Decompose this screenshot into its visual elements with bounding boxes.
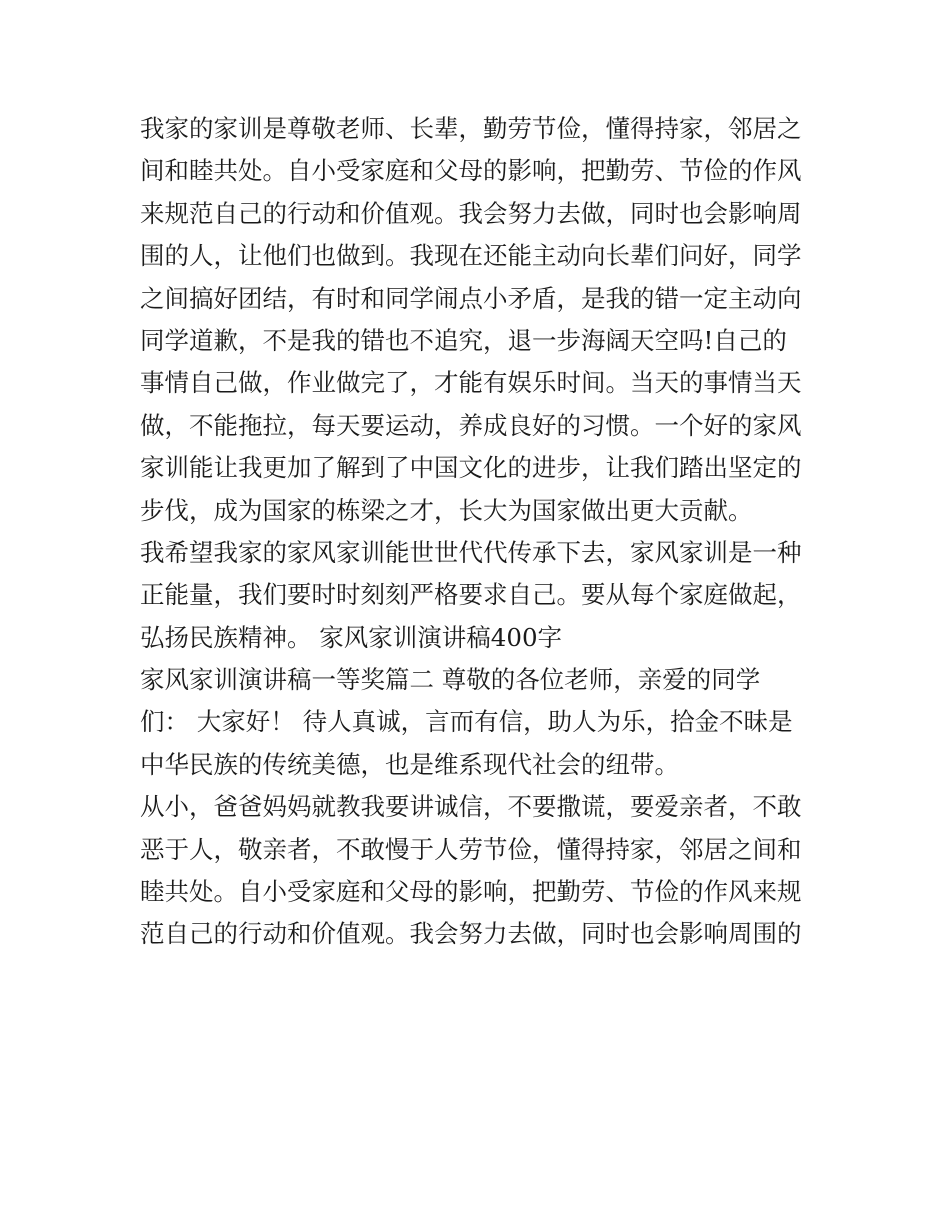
text-line: 弘扬民族精神。 家风家训演讲稿400字 <box>140 622 563 652</box>
text-line: 事情自己做，作业做完了，才能有娱乐时间。当天的事情当天 <box>140 368 802 398</box>
text-line: 我希望我家的家风家训能世世代代传承下去，家风家训是一种 <box>140 537 802 567</box>
text-line: 步伐，成为国家的栋梁之才，长大为国家做出更大贡献。 <box>140 495 753 525</box>
text-line: 家风家训演讲稿一等奖篇二 尊敬的各位老师，亲爱的同学 <box>140 665 761 695</box>
text-line: 从小，爸爸妈妈就教我要讲诚信，不要撒谎，要爱亲者，不敢 <box>140 792 802 822</box>
text-line: 间和睦共处。自小受家庭和父母的影响，把勤劳、节俭的作风 <box>140 156 802 186</box>
text-line: 我家的家训是尊敬老师、长辈，勤劳节俭，懂得持家，邻居之 <box>140 114 802 143</box>
text-line: 围的人，让他们也做到。我现在还能主动向长辈们问好，同学 <box>140 241 802 271</box>
text-line: 范自己的行动和价值观。我会努力去做，同时也会影响周围的 <box>140 919 802 949</box>
text-line: 之间搞好团结，有时和同学闹点小矛盾，是我的错一定主动向 <box>140 283 802 313</box>
text-line: 正能量，我们要时时刻刻严格要求自己。要从每个家庭做起， <box>140 580 802 610</box>
text-line: 来规范自己的行动和价值观。我会努力去做，同时也会影响周 <box>140 198 802 228</box>
text-line: 们： 大家好！ 待人真诚，言而有信，助人为乐，拾金不昧是 <box>140 707 793 737</box>
text-line: 做，不能拖拉，每天要运动，养成良好的习惯。一个好的家风 <box>140 410 802 440</box>
document-body <box>140 108 820 956</box>
text-line: 家训能让我更加了解到了中国文化的进步，让我们踏出坚定的 <box>140 453 802 483</box>
text-line: 恶于人，敬亲者，不敢慢于人劳节俭，懂得持家，邻居之间和 <box>140 834 802 864</box>
text-line: 同学道歉，不是我的错也不追究，退一步海阔天空吗!自己的 <box>140 325 787 355</box>
text-line: 中华民族的传统美德，也是维系现代社会的纽带。 <box>140 749 679 779</box>
text-line: 睦共处。自小受家庭和父母的影响，把勤劳、节俭的作风来规 <box>140 877 802 907</box>
